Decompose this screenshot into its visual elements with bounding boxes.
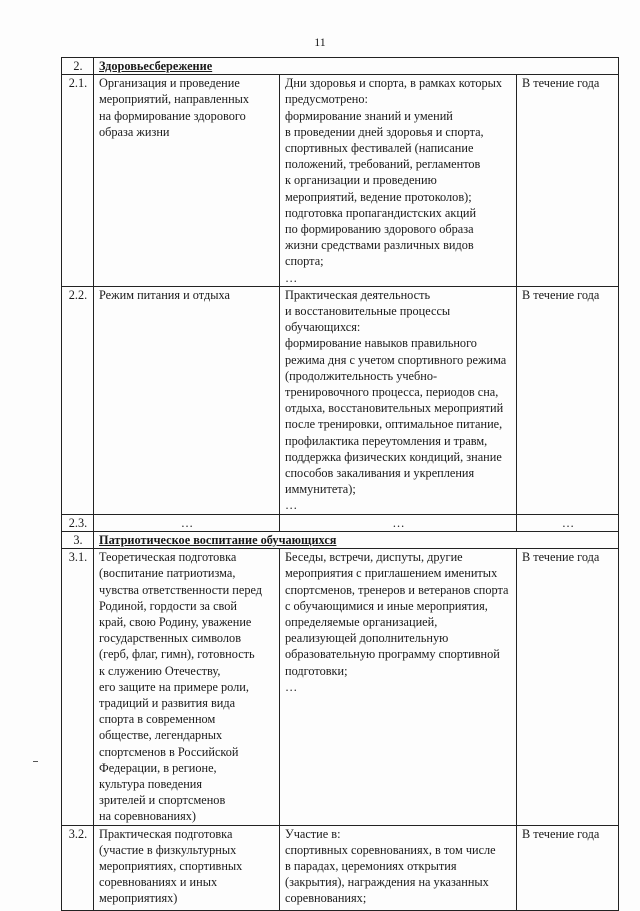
row-number: 2.2. bbox=[62, 286, 94, 514]
text-line: способов закаливания и укрепления bbox=[285, 466, 475, 481]
text-line: Практическая подготовка bbox=[99, 826, 233, 841]
text-line: жизни средствами различных видов bbox=[285, 238, 474, 253]
text-line: соревнованиях; bbox=[285, 891, 367, 906]
text-line: Теоретическая подготовка bbox=[99, 550, 237, 565]
table-row-3-1 bbox=[62, 549, 619, 825]
activity-name bbox=[94, 825, 280, 910]
text-line: в проведении дней здоровья и спорта, bbox=[285, 124, 484, 139]
activity-term: В течение года bbox=[517, 286, 619, 514]
activity-name bbox=[94, 75, 280, 287]
activity-content bbox=[280, 75, 517, 287]
activity-term: В течение года bbox=[517, 75, 619, 287]
text-line: традиций и развития вида bbox=[99, 695, 236, 710]
text-line: отдыха, восстановительных мероприятий bbox=[285, 401, 504, 416]
text-line: режима дня с учетом спортивного режима bbox=[285, 352, 507, 367]
text-line: после тренировки, оптимальное питание, bbox=[285, 417, 503, 432]
text-line: … bbox=[285, 679, 298, 694]
text-line: к организации и проведению bbox=[285, 173, 437, 188]
section-number: 2. bbox=[62, 58, 94, 75]
text-line: культура поведения bbox=[99, 776, 203, 791]
table-row-2-3 bbox=[62, 514, 619, 531]
text-line: и восстановительные процессы bbox=[285, 304, 451, 319]
text-line: по формированию здорового образа bbox=[285, 222, 474, 237]
text-line: иммунитета); bbox=[285, 482, 356, 497]
text-line: Беседы, встречи, диспуты, другие bbox=[285, 550, 463, 565]
text-line: … bbox=[285, 498, 298, 513]
text-line: обучающихся: bbox=[285, 320, 361, 335]
page-number: 11 bbox=[314, 35, 326, 49]
text-line: в парадах, церемониях открытия bbox=[285, 858, 457, 873]
activity-content bbox=[280, 286, 517, 514]
row-number: 2.3. bbox=[62, 514, 94, 531]
section-title: Патриотическое воспитание обучающихся bbox=[94, 531, 619, 548]
text-line: мероприятий, направленных bbox=[99, 92, 250, 107]
text-line: подготовки; bbox=[285, 663, 348, 678]
text-line: на соревнованиях) bbox=[99, 809, 197, 824]
text-line: (герб, флаг, гимн), готовность bbox=[99, 647, 255, 662]
section-title: Здоровьесбережение bbox=[94, 58, 619, 75]
education-plan-table bbox=[61, 57, 619, 911]
text-line: положений, требований, регламентов bbox=[285, 157, 481, 172]
text-line: профилактика переутомления и травм, bbox=[285, 433, 488, 448]
text-line: край, свою Родину, уважение bbox=[99, 614, 252, 629]
text-line: обществе, легендарных bbox=[99, 728, 223, 743]
text-line: (воспитание патриотизма, bbox=[99, 566, 236, 581]
text-line: тренировочного процесса, периодов сна, bbox=[285, 385, 499, 400]
text-line: мероприятий, ведение протоколов); bbox=[285, 189, 472, 204]
text-line: (закрытия), награждения на указанных bbox=[285, 875, 489, 890]
text-line: соревнованиях и иных bbox=[99, 875, 218, 890]
text-line: Участие в: bbox=[285, 826, 341, 841]
table-row-2-1 bbox=[62, 75, 619, 287]
text-line: спортсменов, тренеров и ветеранов спорта bbox=[285, 582, 509, 597]
margin-mark bbox=[33, 761, 38, 762]
text-line: спорта; bbox=[285, 254, 324, 269]
text-line: мероприятия с приглашением именитых bbox=[285, 566, 498, 581]
text-line: с обучающимися и иные мероприятия, bbox=[285, 598, 488, 613]
activity-content: … bbox=[280, 514, 517, 531]
row-number: 3.1. bbox=[62, 549, 94, 825]
text-line: определяемые организацией, bbox=[285, 614, 438, 629]
text-line: … bbox=[285, 270, 298, 285]
text-line: спортивных соревнованиях, в том числе bbox=[285, 842, 496, 857]
section-number: 3. bbox=[62, 531, 94, 548]
activity-term: … bbox=[517, 514, 619, 531]
activity-term: В течение года bbox=[517, 825, 619, 910]
text-line: Режим питания и отдыха bbox=[99, 287, 230, 302]
table-row-3-2 bbox=[62, 825, 619, 910]
activity-content bbox=[280, 825, 517, 910]
section-row-2 bbox=[62, 58, 619, 75]
text-line: спортивных фестивалей (написание bbox=[285, 141, 474, 156]
activity-term: В течение года bbox=[517, 549, 619, 825]
row-number: 2.1. bbox=[62, 75, 94, 287]
text-line: Родиной, гордости за свой bbox=[99, 598, 237, 613]
text-line: к служению Отечеству, bbox=[99, 663, 221, 678]
text-line: (продолжительность учебно- bbox=[285, 368, 438, 383]
text-line: спорта в современном bbox=[99, 712, 216, 727]
activity-name bbox=[94, 549, 280, 825]
activity-name bbox=[94, 286, 280, 514]
text-line: формирование знаний и умений bbox=[285, 108, 453, 123]
table-row-2-2 bbox=[62, 286, 619, 514]
text-line: зрителей и спортсменов bbox=[99, 793, 226, 808]
text-line: Федерации, в регионе, bbox=[99, 760, 217, 775]
text-line: чувства ответственности перед bbox=[99, 582, 263, 597]
text-line: Организация и проведение bbox=[99, 76, 240, 91]
text-line: предусмотрено: bbox=[285, 92, 368, 107]
text-line: (участие в физкультурных bbox=[99, 842, 237, 857]
text-line: образа жизни bbox=[99, 124, 170, 139]
activity-name: … bbox=[94, 514, 280, 531]
text-line: формирование навыков правильного bbox=[285, 336, 477, 351]
text-line: государственных символов bbox=[99, 631, 242, 646]
text-line: образовательную программу спортивной bbox=[285, 647, 500, 662]
text-line: реализующей дополнительную bbox=[285, 631, 449, 646]
text-line: спортсменов в Российской bbox=[99, 744, 239, 759]
text-line: поддержка физических кондиций, знание bbox=[285, 449, 502, 464]
activity-content bbox=[280, 549, 517, 825]
text-line: подготовка пропагандистских акций bbox=[285, 205, 477, 220]
text-line: мероприятиях, спортивных bbox=[99, 858, 243, 873]
text-line: Практическая деятельность bbox=[285, 287, 431, 302]
section-row-3 bbox=[62, 531, 619, 548]
row-number: 3.2. bbox=[62, 825, 94, 910]
text-line: его защите на примере роли, bbox=[99, 679, 249, 694]
text-line: на формирование здорового bbox=[99, 108, 246, 123]
text-line: мероприятиях) bbox=[99, 891, 178, 906]
text-line: Дни здоровья и спорта, в рамках которых bbox=[285, 76, 503, 91]
